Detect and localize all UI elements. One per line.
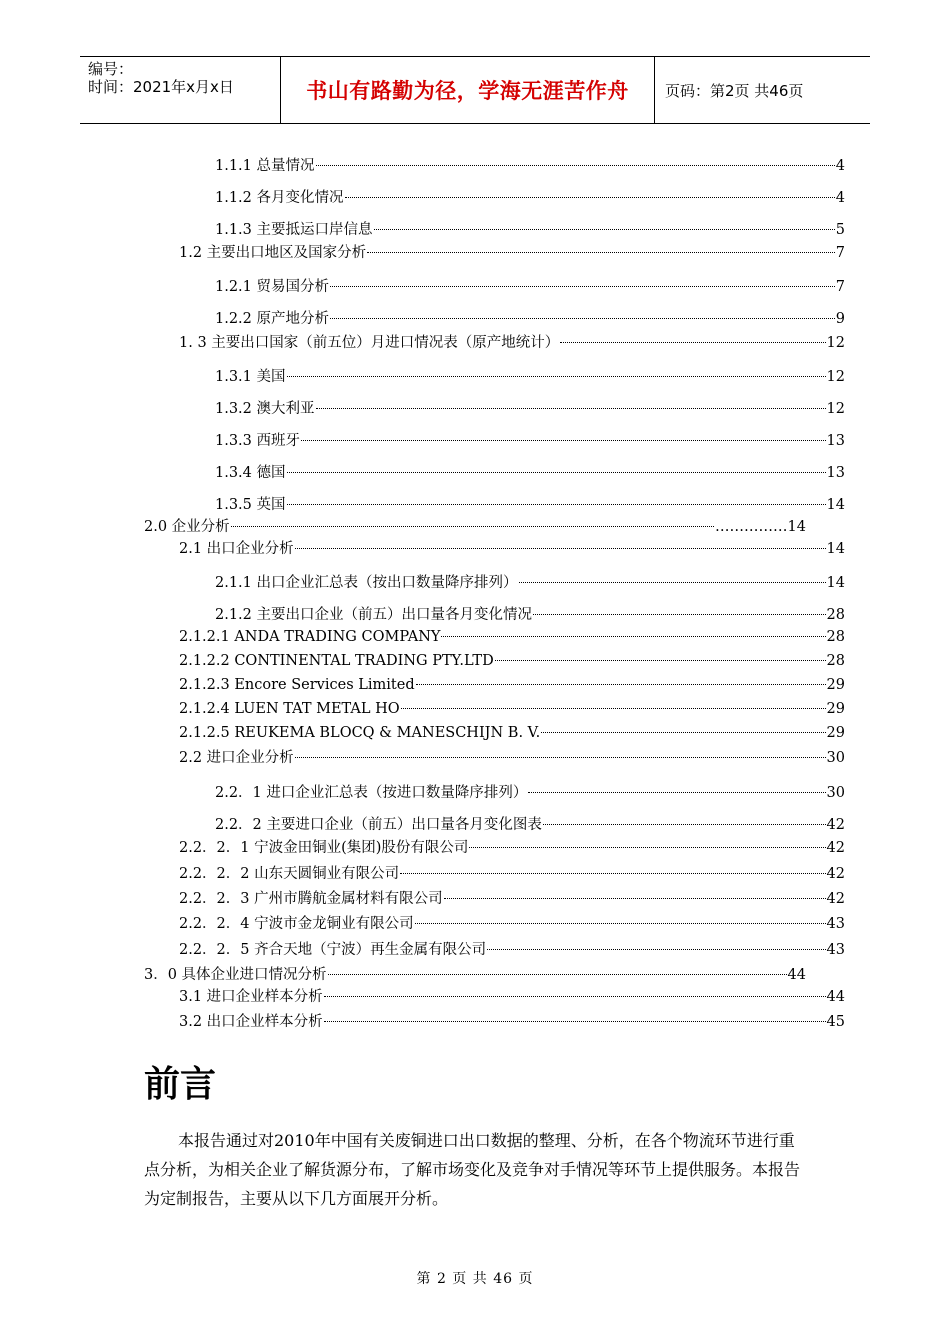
toc-entry-title: 3.2 出口企业样本分析 (179, 1014, 323, 1030)
toc-entry-page: 29 (826, 725, 845, 741)
toc-entry-page: 4 (835, 190, 845, 206)
page-footer: 第 2 页 共 46 页 (416, 1271, 534, 1287)
toc-entry[interactable] (179, 724, 845, 742)
toc-entry[interactable] (179, 652, 845, 670)
toc-entry[interactable] (179, 1013, 845, 1031)
preface-heading: 前言 (144, 1064, 217, 1105)
toc-entry-title: 2.0 企业分析 (144, 519, 230, 535)
toc-entry-page: 14 (826, 575, 845, 591)
toc-entry[interactable] (215, 310, 845, 328)
toc-entry[interactable] (179, 676, 845, 694)
toc-entry-page: 42 (826, 891, 845, 907)
toc-entry[interactable] (215, 432, 845, 450)
toc-entry[interactable] (215, 157, 845, 175)
toc-entry[interactable] (215, 784, 845, 802)
toc-entry[interactable] (215, 278, 845, 296)
toc-leader (495, 660, 826, 661)
toc-leader (401, 708, 826, 709)
toc-leader (287, 376, 826, 377)
toc-entry-page: 7 (835, 245, 845, 261)
toc-entry-page: 13 (826, 433, 845, 449)
toc-entry-page: 29 (826, 701, 845, 717)
toc-entry-title: 1.1.3 主要抵运口岸信息 (215, 222, 373, 238)
toc-entry-page: 7 (835, 279, 845, 295)
preface-paragraph: 本报告通过对2010年中国有关废铜进口出口数据的整理、分析，在各个物流环节进行重点分析，为相关企业了解货源分布，了解市场变化及竞争对手情况等环节上提供服务。本报告为定制报告，主要从以下几方面展开分析。 (144, 1131, 801, 1208)
toc-leader (469, 847, 825, 848)
toc-entry[interactable] (144, 966, 806, 984)
toc-entry-title: 2.2．2．4 宁波市金龙铜业有限公司 (179, 916, 414, 932)
toc-leader (374, 229, 835, 230)
toc-leader (295, 757, 826, 758)
toc-entry-title: 2.1.2 主要出口企业（前五）出口量各月变化情况 (215, 607, 533, 623)
page-header (80, 56, 870, 124)
toc-entry[interactable] (179, 244, 845, 262)
toc-entry[interactable] (215, 496, 845, 514)
toc-leader (543, 824, 826, 825)
toc-entry[interactable] (215, 368, 845, 386)
toc-entry-title: 3.1 进口企业样本分析 (179, 989, 323, 1005)
toc-entry-title: 3．0 具体企业进口情况分析 (144, 967, 327, 983)
toc-entry-title: 2.1.2.3 Encore Services Limited (179, 677, 415, 693)
toc-entry-title: 1.2.2 原产地分析 (215, 311, 330, 327)
toc-entry[interactable] (179, 988, 845, 1006)
toc-leader (231, 526, 714, 527)
toc-entry-page: 44 (826, 989, 845, 1005)
toc-entry-title: 2.1.1 出口企业汇总表（按出口数量降序排列） (215, 575, 518, 591)
toc-entry[interactable] (179, 540, 845, 558)
toc-leader (400, 873, 825, 874)
toc-entry-page: 42 (826, 840, 845, 856)
toc-leader (324, 1021, 826, 1022)
toc-entry[interactable] (179, 334, 845, 352)
toc-entry[interactable] (179, 941, 845, 959)
toc-entry-page: 29 (826, 677, 845, 693)
toc-entry-title: 1.3.4 德国 (215, 465, 286, 481)
toc-entry-title: 2.1.2.4 LUEN TAT METAL HO (179, 701, 400, 717)
document-time: 时间：2021年x月x日 (88, 78, 234, 96)
toc-entry-page: 30 (826, 750, 845, 766)
toc-entry[interactable] (179, 839, 845, 857)
toc-entry-title: 1.1.1 总量情况 (215, 158, 315, 174)
toc-leader (301, 440, 826, 441)
toc-entry-page: 12 (826, 335, 845, 351)
toc-leader (367, 252, 835, 253)
toc-entry[interactable] (215, 400, 845, 418)
toc-entry-page: 12 (826, 369, 845, 385)
toc-entry-page: 14 (826, 541, 845, 557)
toc-entry-title: 1.3.5 英国 (215, 497, 286, 513)
toc-entry-page: 43 (826, 916, 845, 932)
toc-entry[interactable] (179, 890, 845, 908)
toc-entry-page: ……………14 (715, 519, 806, 535)
toc-entry-title: 1.3.2 澳大利亚 (215, 401, 315, 417)
toc-leader (528, 792, 825, 793)
header-page-info: 页码：第2页 共46页 (665, 81, 804, 100)
toc-leader (328, 974, 787, 975)
toc-leader (330, 286, 835, 287)
toc-entry-title: 2.1 出口企业分析 (179, 541, 294, 557)
toc-leader (519, 582, 826, 583)
toc-entry[interactable] (144, 518, 806, 536)
toc-entry-page: 30 (826, 785, 845, 801)
toc-entry-page: 28 (826, 653, 845, 669)
toc-entry-title: 1.3.3 西班牙 (215, 433, 301, 449)
toc-entry-page: 9 (835, 311, 845, 327)
toc-entry-page: 5 (835, 222, 845, 238)
toc-entry-page: 44 (787, 967, 806, 983)
toc-entry-page: 28 (826, 607, 845, 623)
toc-entry-page: 45 (826, 1014, 845, 1030)
toc-leader (330, 318, 835, 319)
toc-entry-title: 2.2．2．2 山东天圆铜业有限公司 (179, 866, 400, 882)
toc-entry[interactable] (215, 816, 845, 834)
toc-entry-page: 42 (826, 817, 845, 833)
toc-leader (295, 548, 826, 549)
toc-entry-title: 2.1.2.1 ANDA TRADING COMPANY (179, 629, 441, 645)
toc-entry[interactable] (215, 606, 845, 624)
header-meta (80, 57, 281, 123)
toc-entry-title: 1.1.2 各月变化情况 (215, 190, 344, 206)
toc-entry-title: 2.1.2.2 CONTINENTAL TRADING PTY.LTD (179, 653, 494, 669)
toc-leader (444, 898, 826, 899)
toc-entry-title: 2.2 进口企业分析 (179, 750, 294, 766)
toc-leader (487, 949, 825, 950)
toc-entry[interactable] (179, 700, 845, 718)
toc-entry[interactable] (215, 221, 845, 239)
toc-entry-title: 2.1.2.5 REUKEMA BLOCQ & MANESCHIJN B. V. (179, 725, 541, 741)
toc-leader (324, 996, 826, 997)
toc-entry-page: 4 (835, 158, 845, 174)
toc-leader (316, 165, 835, 166)
toc-leader (541, 732, 825, 733)
toc-leader (415, 923, 826, 924)
toc-entry[interactable] (179, 865, 845, 883)
toc-leader (416, 684, 826, 685)
toc-leader (287, 472, 826, 473)
toc-leader (560, 342, 825, 343)
toc-entry-page: 13 (826, 465, 845, 481)
toc-entry-title: 2.2．2．5 齐合天地（宁波）再生金属有限公司 (179, 942, 487, 958)
toc-entry-title: 2.2．2．1 宁波金田铜业(集团)股份有限公司 (179, 840, 469, 856)
toc-entry[interactable] (215, 574, 845, 592)
toc-entry-page: 43 (826, 942, 845, 958)
toc-entry-title: 1.3.1 美国 (215, 369, 286, 385)
toc-entry-title: 1.2 主要出口地区及国家分析 (179, 245, 367, 261)
toc-entry-page: 42 (826, 866, 845, 882)
toc-entry[interactable] (215, 189, 845, 207)
toc-leader (533, 614, 826, 615)
header-motto: 书山有路勤为径，学海无涯苦作舟 (281, 57, 655, 123)
toc-entry[interactable] (179, 915, 845, 933)
toc-entry-title: 2.2．1 进口企业汇总表（按进口数量降序排列） (215, 785, 528, 801)
toc-entry[interactable] (179, 628, 845, 646)
toc-leader (441, 636, 825, 637)
toc-leader (345, 197, 835, 198)
toc-entry[interactable] (215, 464, 845, 482)
toc-leader (316, 408, 826, 409)
toc-entry-title: 1. 3 主要出口国家（前五位）月进口情况表（原产地统计） (179, 335, 560, 351)
toc-entry-title: 1.2.1 贸易国分析 (215, 279, 330, 295)
toc-leader (287, 504, 826, 505)
toc-entry-title: 2.2．2 主要进口企业（前五）出口量各月变化图表 (215, 817, 542, 833)
toc-entry[interactable] (179, 749, 845, 767)
toc-entry-page: 14 (826, 497, 845, 513)
toc-entry-page: 12 (826, 401, 845, 417)
toc-entry-page: 28 (826, 629, 845, 645)
toc-entry-title: 2.2．2．3 广州市腾航金属材料有限公司 (179, 891, 443, 907)
document-number-label: 编号： (88, 60, 134, 78)
